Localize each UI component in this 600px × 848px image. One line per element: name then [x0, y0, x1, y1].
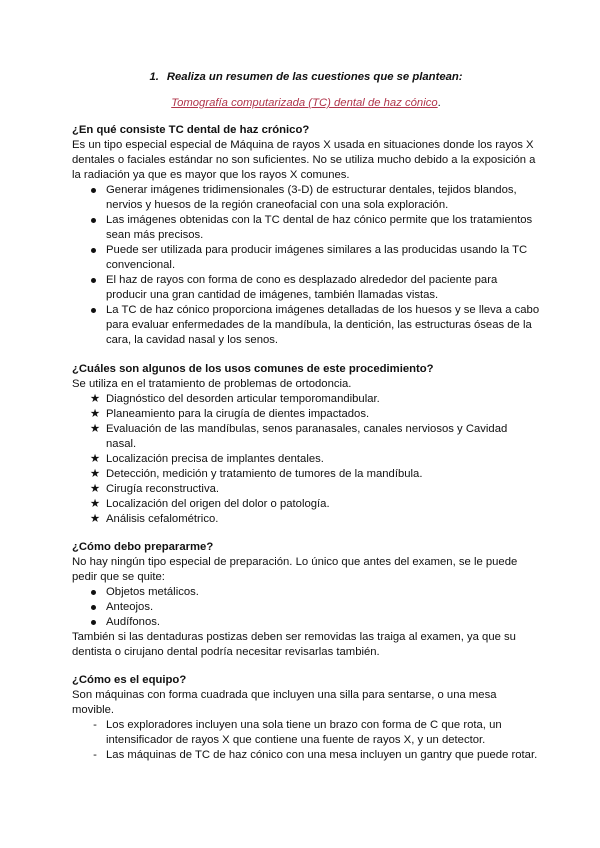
- star-icon: ★: [89, 423, 101, 435]
- list-item: [72, 497, 540, 512]
- bullet-icon: [91, 620, 96, 625]
- list-item: [72, 467, 540, 482]
- bullet-icon: [91, 605, 96, 610]
- list-item-text: Localización precisa de implantes dentales.: [106, 453, 324, 465]
- star-list: [72, 392, 540, 527]
- list-item: [72, 407, 540, 422]
- list-item: [72, 512, 540, 527]
- list-item-text: Audífonos.: [106, 616, 161, 628]
- assignment-heading: [72, 70, 540, 85]
- list-item-text: Puede ser utilizada para producir imágenes similares a las producidas usando la TC convencional.: [106, 244, 528, 271]
- topic-link[interactable]: Tomografía computarizada (TC) dental de haz cónico: [171, 97, 438, 109]
- bullet-icon: [91, 308, 96, 313]
- list-item: [72, 615, 540, 630]
- list-item: [72, 243, 540, 273]
- heading-title: Realiza un resumen de las cuestiones que se plantean:: [166, 71, 463, 83]
- dash-list: [72, 718, 540, 763]
- list-item: [72, 482, 540, 497]
- section-preparation: [72, 540, 540, 660]
- list-item-text: Evaluación de las mandíbulas, senos paranasales, canales nerviosos y Cavidad nasal.: [106, 423, 508, 450]
- list-item: [72, 392, 540, 407]
- section-title: ¿Cómo debo prepararme?: [72, 541, 214, 553]
- list-item: [72, 183, 540, 213]
- heading-number: 1.: [149, 71, 159, 83]
- list-item: [72, 452, 540, 467]
- star-icon: ★: [89, 483, 101, 495]
- list-item-text: Diagnóstico del desorden articular temporomandibular.: [106, 393, 380, 405]
- star-icon: ★: [89, 468, 101, 480]
- list-item-text: Las imágenes obtenidas con la TC dental de haz cónico permite que los tratamientos sean más precisos.: [106, 214, 533, 241]
- bullet-list: [72, 585, 540, 630]
- list-item-text: Objetos metálicos.: [106, 586, 199, 598]
- section-outro: También si las dentaduras postizas deben ser removidas las traiga al examen, ya que su dentista o cirujano dental podría necesitar revisarlas también.: [72, 631, 516, 658]
- section-common-uses: [72, 362, 540, 527]
- section-title: ¿Cómo es el equipo?: [72, 674, 187, 686]
- topic-title: [72, 96, 540, 111]
- section-what-is: [72, 123, 540, 348]
- list-item-text: Planeamiento para la cirugía de dientes impactados.: [106, 408, 370, 420]
- list-item-text: Análisis cefalométrico.: [106, 513, 219, 525]
- section-intro: Se utiliza en el tratamiento de problemas de ortodoncia.: [72, 378, 352, 390]
- section-intro: Son máquinas con forma cuadrada que incluyen una silla para sentarse, o una mesa movible.: [72, 689, 497, 716]
- star-icon: ★: [89, 393, 101, 405]
- list-item: [72, 718, 540, 748]
- list-item: [72, 303, 540, 348]
- list-item-text: Generar imágenes tridimensionales (3-D) de estructurar dentales, tejidos blandos, nervios y huesos de la región craneofacial con una sola exploración.: [106, 184, 517, 211]
- star-icon: ★: [89, 408, 101, 420]
- list-item-text: Las máquinas de TC de haz cónico con una mesa incluyen un gantry que puede rotar.: [106, 749, 538, 761]
- bullet-icon: [91, 590, 96, 595]
- list-item-text: El haz de rayos con forma de cono es desplazado alrededor del paciente para producir una gran cantidad de imágenes, también llamadas vistas.: [106, 274, 498, 301]
- star-icon: ★: [89, 498, 101, 510]
- list-item-text: Los exploradores incluyen una sola tiene un brazo con forma de C que rota, un intensificador de rayos X que contiene una fuente de rayos X, y un detector.: [106, 719, 502, 746]
- list-item: [72, 213, 540, 243]
- section-title: ¿En qué consiste TC dental de haz crónico?: [72, 124, 310, 136]
- list-item: [72, 422, 540, 452]
- list-item-text: Cirugía reconstructiva.: [106, 483, 220, 495]
- section-intro: No hay ningún tipo especial de preparación. Lo único que antes del examen, se le puede pedir que se quite:: [72, 556, 518, 583]
- list-item-text: Detección, medición y tratamiento de tumores de la mandíbula.: [106, 468, 423, 480]
- list-item: [72, 273, 540, 303]
- list-item-text: La TC de haz cónico proporciona imágenes detalladas de los huesos y se lleva a cabo para evaluar enfermedades de la mandíbula, la dentición, las estructuras óseas de la cara, la cavidad nasal y los senos.: [106, 304, 540, 346]
- bullet-icon: [91, 188, 96, 193]
- dash-icon: -: [93, 719, 97, 731]
- section-title: ¿Cuáles son algunos de los usos comunes de este procedimiento?: [72, 363, 434, 375]
- topic-link-suffix: .: [437, 97, 441, 109]
- star-icon: ★: [89, 453, 101, 465]
- star-icon: ★: [89, 513, 101, 525]
- bullet-icon: [91, 248, 96, 253]
- list-item: [72, 585, 540, 600]
- list-item-text: Anteojos.: [106, 601, 154, 613]
- bullet-list: [72, 183, 540, 348]
- bullet-icon: [91, 218, 96, 223]
- bullet-icon: [91, 278, 96, 283]
- list-item-text: Localización del origen del dolor o patología.: [106, 498, 330, 510]
- dash-icon: -: [93, 749, 97, 761]
- list-item: [72, 600, 540, 615]
- section-equipment: [72, 673, 540, 763]
- list-item: [72, 748, 540, 763]
- section-intro: Es un tipo especial especial de Máquina de rayos X usada en situaciones donde los rayos X dentales o faciales estándar no son suficientes. No se utiliza mucho debido a la exposición a la radiación ya que es mayor que los rayos X comunes.: [72, 139, 536, 181]
